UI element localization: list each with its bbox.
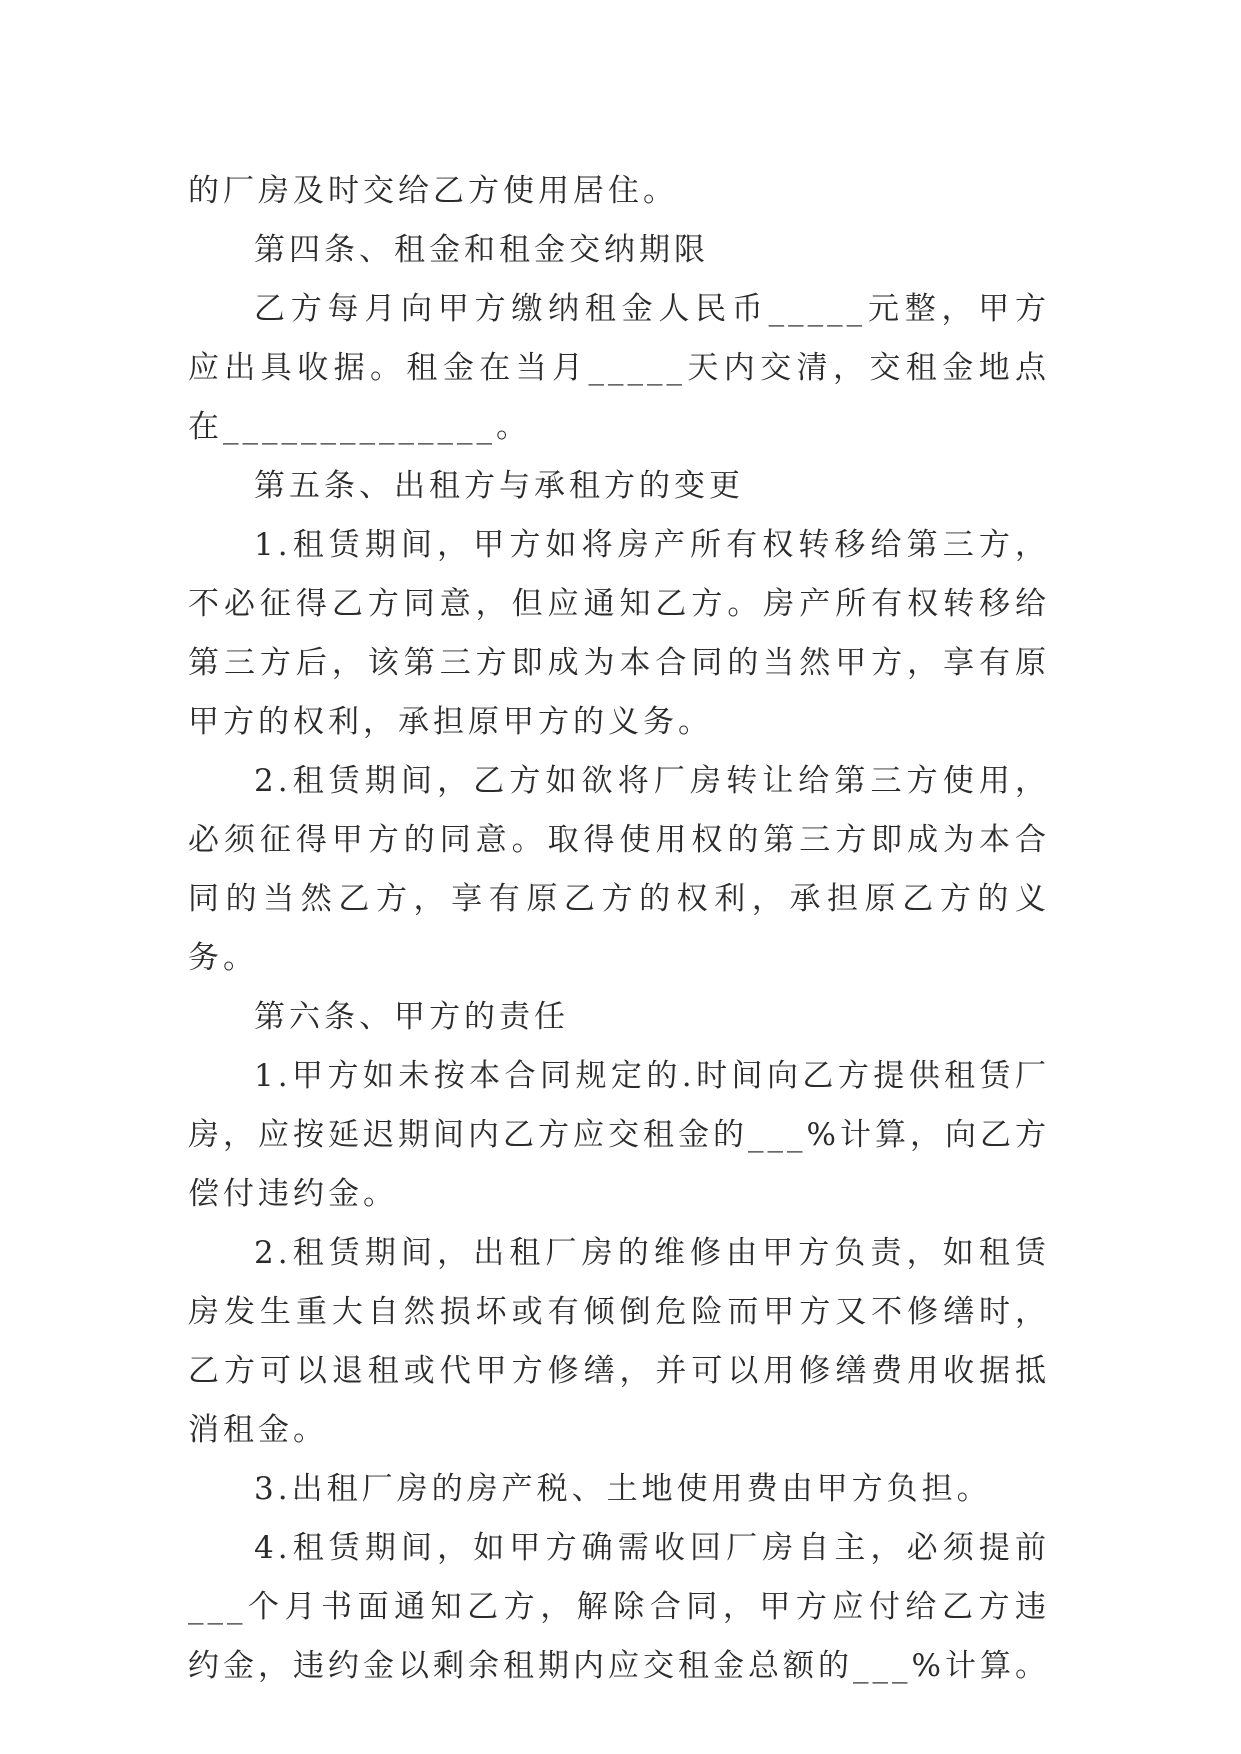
article-4-rent-clause: 乙方每月向甲方缴纳租金人民币_____元整，甲方应出具收据。租金在当月_____天内交清，交租金地点在______________。 [188,291,1050,445]
article-6-clause-3: 3.出租厂房的房产税、土地使用费由甲方负担。 [254,1471,992,1507]
article-5-heading: 第五条、出租方与承租方的变更 [254,468,744,504]
article-6-clause-1: 1.甲方如未按本合同规定的.时间向乙方提供租赁厂房，应按延迟期间内乙方应交租金的___%计算，向乙方偿付违约金。 [188,1058,1050,1212]
article-5-clause-2: 2.租赁期间，乙方如欲将厂房转让给第三方使用，必须征得甲方的同意。取得使用权的第三方即成为本合同的当然乙方，享有原乙方的权利，承担原乙方的义务。 [188,763,1050,976]
article-4-heading: 第四条、租金和租金交纳期限 [254,232,709,268]
article-6-heading: 第六条、甲方的责任 [254,999,569,1035]
article-5-clause-1: 1.租赁期间，甲方如将房产所有权转移给第三方，不必征得乙方同意，但应通知乙方。房产所有权转移给第三方后，该第三方即成为本合同的当然甲方，享有原甲方的权利，承担原甲方的义务。 [188,527,1050,740]
article-6-clause-4: 4.租赁期间，如甲方确需收回厂房自主，必须提前___个月书面通知乙方，解除合同，甲方应付给乙方违约金，违约金以剩余租期内应交租金总额的___%计算。 [188,1530,1050,1684]
paragraph-continuation: 的厂房及时交给乙方使用居住。 [188,173,678,209]
contract-body [188,162,1050,1696]
article-6-clause-2: 2.租赁期间，出租厂房的维修由甲方负责，如租赁房发生重大自然损坏或有倾倒危险而甲方又不修缮时，乙方可以退租或代甲方修缮，并可以用修缮费用收据抵消租金。 [188,1235,1050,1448]
